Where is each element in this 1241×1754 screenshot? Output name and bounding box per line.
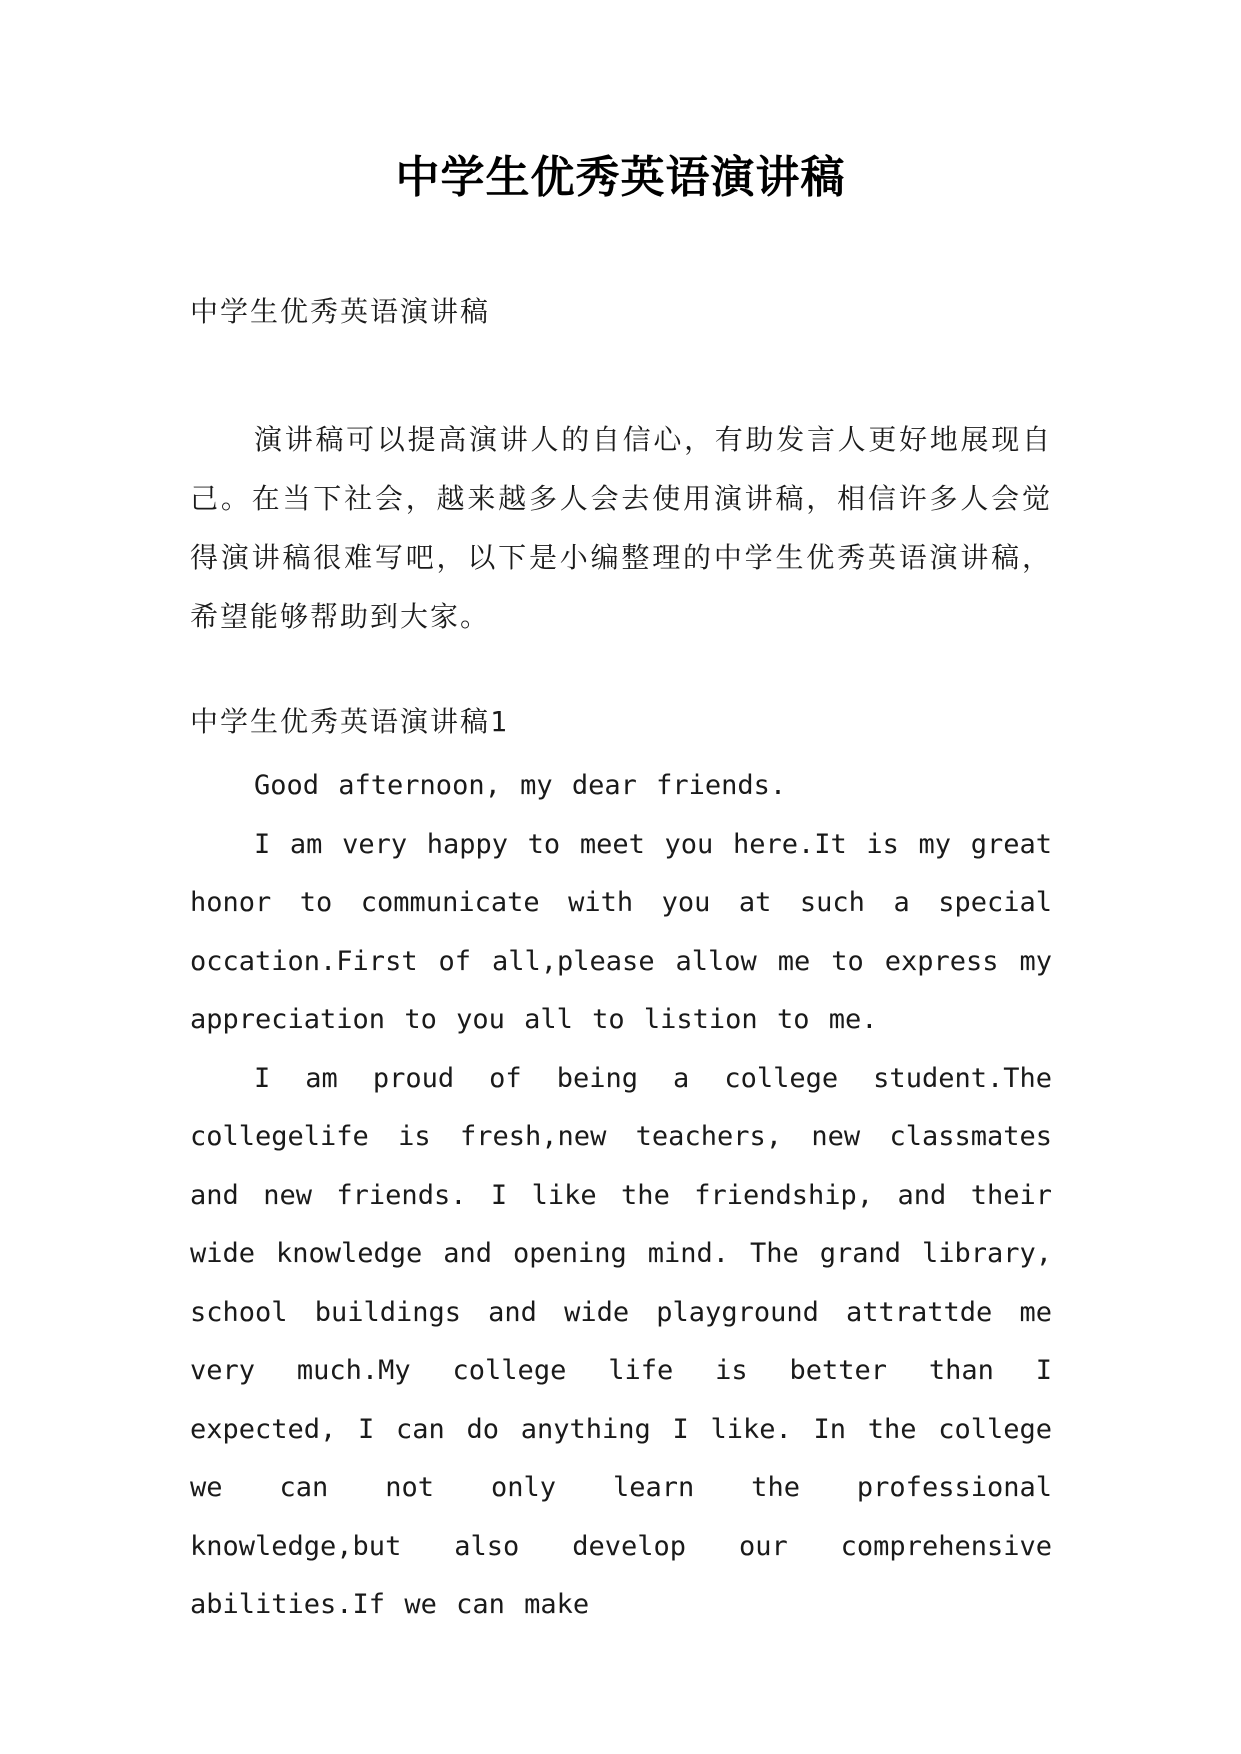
speech-body: [190, 757, 1052, 1635]
intro-paragraph: 演讲稿可以提高演讲人的自信心，有助发言人更好地展现自己。在当下社会，越来越多人会去使用演讲稿，相信许多人会觉得演讲稿很难写吧，以下是小编整理的中学生优秀英语演讲稿，希望能够帮助到大家。: [190, 423, 1052, 633]
document-subtitle: 中学生优秀英语演讲稿: [190, 295, 491, 328]
speech-paragraph-college-life: I am proud of being a college student.The collegelife is fresh,new teachers, new classmates and new friends. I like the friendship, and their wide knowledge and opening mind. The grand library, school buildings and wide playground attrattde me very much.My college life is better than I expected, I can do anything I like. In the college we can not only learn the professional knowledge,but also develop our comprehensive abilities.If we can make: [190, 1062, 1052, 1620]
speech-paragraph-welcome: I am very happy to meet you here.It is my great honor to communicate with you at such a special occation.First of all,please allow me to express my appreciation to you all to listion to me.: [190, 828, 1052, 1035]
section-heading: 中学生优秀英语演讲稿1: [190, 705, 509, 738]
speech-paragraph-greeting: Good afternoon, my dear friends.: [254, 770, 787, 801]
document-title: 中学生优秀英语演讲稿: [395, 152, 846, 203]
